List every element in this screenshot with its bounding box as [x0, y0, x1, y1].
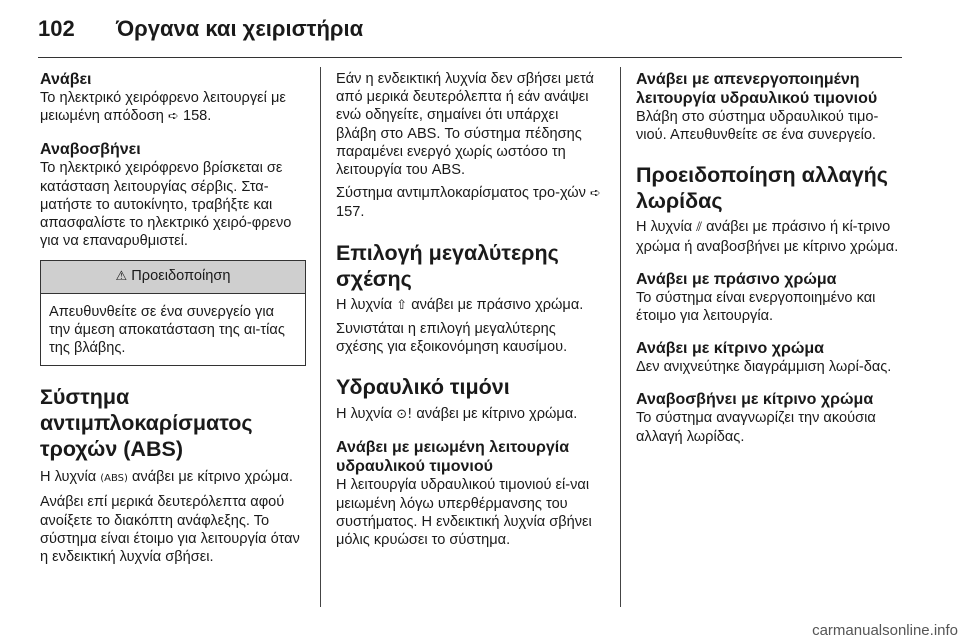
warning-box: [40, 260, 306, 366]
blinking-yellow-text: Το σύστημα αναγνωρίζει την ακούσια αλλαγή λωρίδας.: [636, 410, 876, 445]
yellow-lamp-text: Δεν ανιχνεύτηκε διαγράμμιση λωρί-δας.: [636, 359, 892, 376]
section-text-on: Το ηλεκτρικό χειρόφρενο λειτουργεί με μειωμένη απόδοση ➪ 158.: [40, 90, 286, 125]
page-number: 102: [38, 16, 75, 41]
shift-up-icon: ⇧: [396, 297, 408, 313]
section-title-blinking: Αναβοσβήνει: [40, 141, 141, 159]
yellow-lamp-title: Ανάβει με κίτρινο χρώμα: [636, 340, 824, 358]
power-steering-section-title: Υδραυλικό τιμόνι: [336, 375, 510, 400]
section-text-blinking: Το ηλεκτρικό χειρόφρενο βρίσκεται σε κατάσταση λειτουργίας σέρβις. Στα-ματήστε το αυτοκίνητο, τραβήξτε και απασφαλίστε το ηλεκτρικό χειρό-φρενο για να επαναρυθμιστεί.: [40, 160, 292, 250]
lane-departure-lamp-text: Η λυχνία ⫽ ανάβει με πράσινο ή κί-τρινο χρώμα ή αναβοσβήνει με κίτρινο χρώμα.: [636, 219, 899, 255]
steering-wheel-warning-icon: ⊙!: [396, 407, 413, 423]
warning-header: [41, 261, 305, 293]
column-2: [336, 70, 602, 549]
page-reference: 157.: [336, 204, 365, 221]
abs-description: Ανάβει επί μερικά δευτερόλεπτα αφού ανοίξετε το διακόπτη ανάφλεξης. Το σύστημα είναι έτοιμο για λειτουργία όταν η ενδεικτική λυχνία σβήσει.: [40, 494, 300, 566]
disabled-steering-text: Βλάβη στο σύστημα υδραυλικού τιμο-νιού. Απευθυνθείτε σε ένα συνεργείο.: [636, 109, 879, 144]
abs-section-title: Σύστημα αντιμπλοκαρίσματος τροχών (ABS): [40, 385, 253, 462]
gear-shift-section-title: Επιλογή μεγαλύτερης σχέσης: [336, 240, 559, 291]
disabled-steering-title: Ανάβει με απενεργοποιημένη λειτουργία υδραυλικού τιμονιού: [636, 71, 878, 107]
blinking-yellow-title: Αναβοσβήνει με κίτρινο χρώμα: [636, 391, 874, 409]
warning-text: Απευθυνθείτε σε ένα συνεργείο για την άμεση αποκατάσταση της αι-τίας της βλάβης.: [49, 303, 285, 357]
page-reference: 158.: [182, 108, 212, 125]
abs-warning-icon: (ABS): [100, 473, 128, 485]
column-1: [40, 70, 306, 566]
abs-fault-text: Εάν η ενδεικτική λυχνία δεν σβήσει μετά από μερικά δευτερόλεπτα ή εάν ανάψει ενώ οδηγείτε, σημαίνει ότι υπάρχει βλάβη στο ABS. Το σύστημα πέδησης παραμένει ενεργό χωρίς ωστόσο τη λειτουργία του ABS.: [336, 71, 594, 179]
abs-lamp-text: Η λυχνία (ABS) ανάβει με κίτρινο χρώμα.: [40, 469, 293, 486]
lane-departure-icon: ⫽: [696, 220, 703, 236]
green-lamp-title: Ανάβει με πράσινο χρώμα: [636, 270, 837, 288]
column-3: [636, 70, 902, 446]
header-rule: [38, 57, 902, 58]
abs-reference-text: Σύστημα αντιμπλοκαρίσματος τρο-χών ➪ 157.: [336, 185, 601, 221]
page-header: [38, 14, 363, 44]
column-divider-1: [320, 67, 321, 607]
warning-title: Προειδοποίηση: [131, 268, 231, 285]
watermark: carmanualsonline.info: [812, 622, 958, 639]
section-title-on: Ανάβει: [40, 71, 92, 88]
warning-triangle-icon: ⚠: [115, 269, 128, 285]
reduced-steering-text: Η λειτουργία υδραυλικού τιμονιού εί-ναι μειωμένη λόγω υπερθέρμανσης του συστήματος. Η ενδεικτική λυχνία σβήνει μόλις κρυώσει το σύστημα.: [336, 477, 592, 549]
lane-departure-section-title: Προειδοποίηση αλλαγής λωρίδας: [636, 163, 888, 214]
page-reference-icon: ➪: [167, 109, 179, 125]
green-lamp-text: Το σύστημα είναι ενεργοποιημένο και έτοιμο για λειτουργία.: [636, 289, 876, 325]
power-steering-lamp-text: Η λυχνία ⊙! ανάβει με κίτρινο χρώμα.: [336, 406, 578, 423]
page-reference-icon: ➪: [589, 186, 601, 202]
gear-shift-lamp-text: Η λυχνία ⇧ ανάβει με πράσινο χρώμα.: [336, 296, 584, 313]
reduced-steering-title: Ανάβει με μειωμένη λειτουργία υδραυλικού τιμονιού: [336, 439, 570, 476]
page-heading: Όργανα και χειριστήρια: [116, 16, 364, 41]
column-divider-2: [620, 67, 621, 607]
gear-shift-description: Συνιστάται η επιλογή μεγαλύτερης σχέσης για εξοικονόμηση καυσίμου.: [336, 320, 568, 356]
